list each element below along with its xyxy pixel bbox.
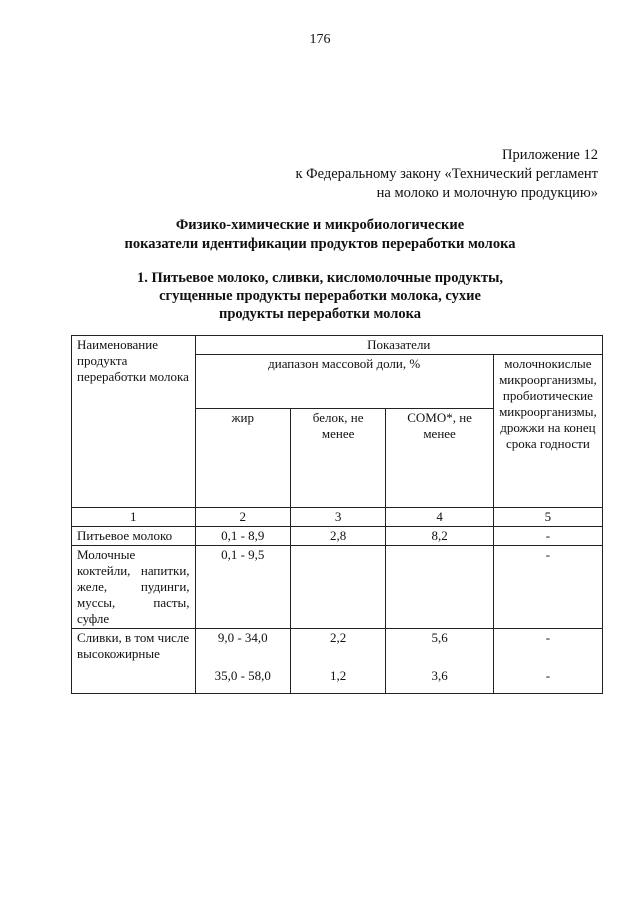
somo-cell (386, 546, 493, 629)
title-line-1: Физико-химические и микробиологические (175, 217, 465, 233)
protein-value-1: 2,2 (330, 630, 347, 645)
col-number-4: 4 (386, 508, 493, 527)
col-number-5: 5 (493, 508, 602, 527)
product-cell: Сливки, в том числе высокожирные (72, 629, 196, 694)
micro-value-1: - (545, 630, 551, 645)
column-numbers-row (72, 508, 603, 527)
header-product-name: Наименование продукта переработки молока (72, 336, 196, 508)
section-line-2: сгущенные продукты переработки молока, сухие (159, 288, 481, 304)
somo-cell (386, 629, 493, 694)
product-cell: Питьевое молоко (72, 527, 196, 546)
table-row (72, 527, 603, 546)
micro-cell (493, 629, 602, 694)
header-mass-fraction: диапазон массовой доли, % (195, 355, 493, 409)
appendix-line-3: на молоко и молочную продукцию» (376, 185, 598, 201)
appendix-line-1: Приложение 12 (502, 147, 598, 163)
protein-value-2: 1,2 (330, 668, 347, 683)
fat-cell (195, 629, 290, 694)
protein-cell: 2,8 (290, 527, 385, 546)
fat-cell: 0,1 - 9,5 (195, 546, 290, 629)
document-title (0, 216, 640, 254)
micro-cell: - (493, 527, 602, 546)
somo-cell: 8,2 (386, 527, 493, 546)
product-cell: Молочные коктейли, напитки, желе, пудинги, муссы, пасты, суфле (72, 546, 196, 629)
micro-cell: - (493, 546, 602, 629)
section-title (0, 269, 640, 323)
fat-value-2: 35,0 - 58,0 (214, 668, 271, 683)
col-number-3: 3 (290, 508, 385, 527)
indicators-table (71, 335, 603, 694)
protein-cell (290, 546, 385, 629)
header-somo: СОМО*, не менее (386, 408, 493, 507)
somo-value-1: 5,6 (431, 630, 448, 645)
col-number-1: 1 (72, 508, 196, 527)
fat-value-1: 9,0 - 34,0 (217, 630, 268, 645)
fat-cell: 0,1 - 8,9 (195, 527, 290, 546)
section-line-1: 1. Питьевое молоко, сливки, кисломолочные продукты, (136, 270, 504, 286)
somo-value-2: 3,6 (431, 668, 448, 683)
header-fat: жир (195, 408, 290, 507)
header-protein: белок, не менее (290, 408, 385, 507)
table-row (72, 629, 603, 694)
title-line-2: показатели идентификации продуктов переработки молока (124, 236, 516, 252)
micro-value-2: - (545, 668, 551, 683)
section-line-3: продукты переработки молока (219, 306, 421, 322)
appendix-line-2: к Федеральному закону «Технический регламент (295, 166, 598, 182)
header-row-1 (72, 336, 603, 355)
appendix-header (158, 146, 598, 203)
col-number-2: 2 (195, 508, 290, 527)
protein-cell (290, 629, 385, 694)
table-row (72, 546, 603, 629)
page-number: 176 (309, 32, 331, 47)
header-microorganisms: молочнокислые микроорганизмы, пробиотические микроорганизмы, дрожжи на конец срока годности (493, 355, 602, 508)
header-indicators: Показатели (195, 336, 602, 355)
